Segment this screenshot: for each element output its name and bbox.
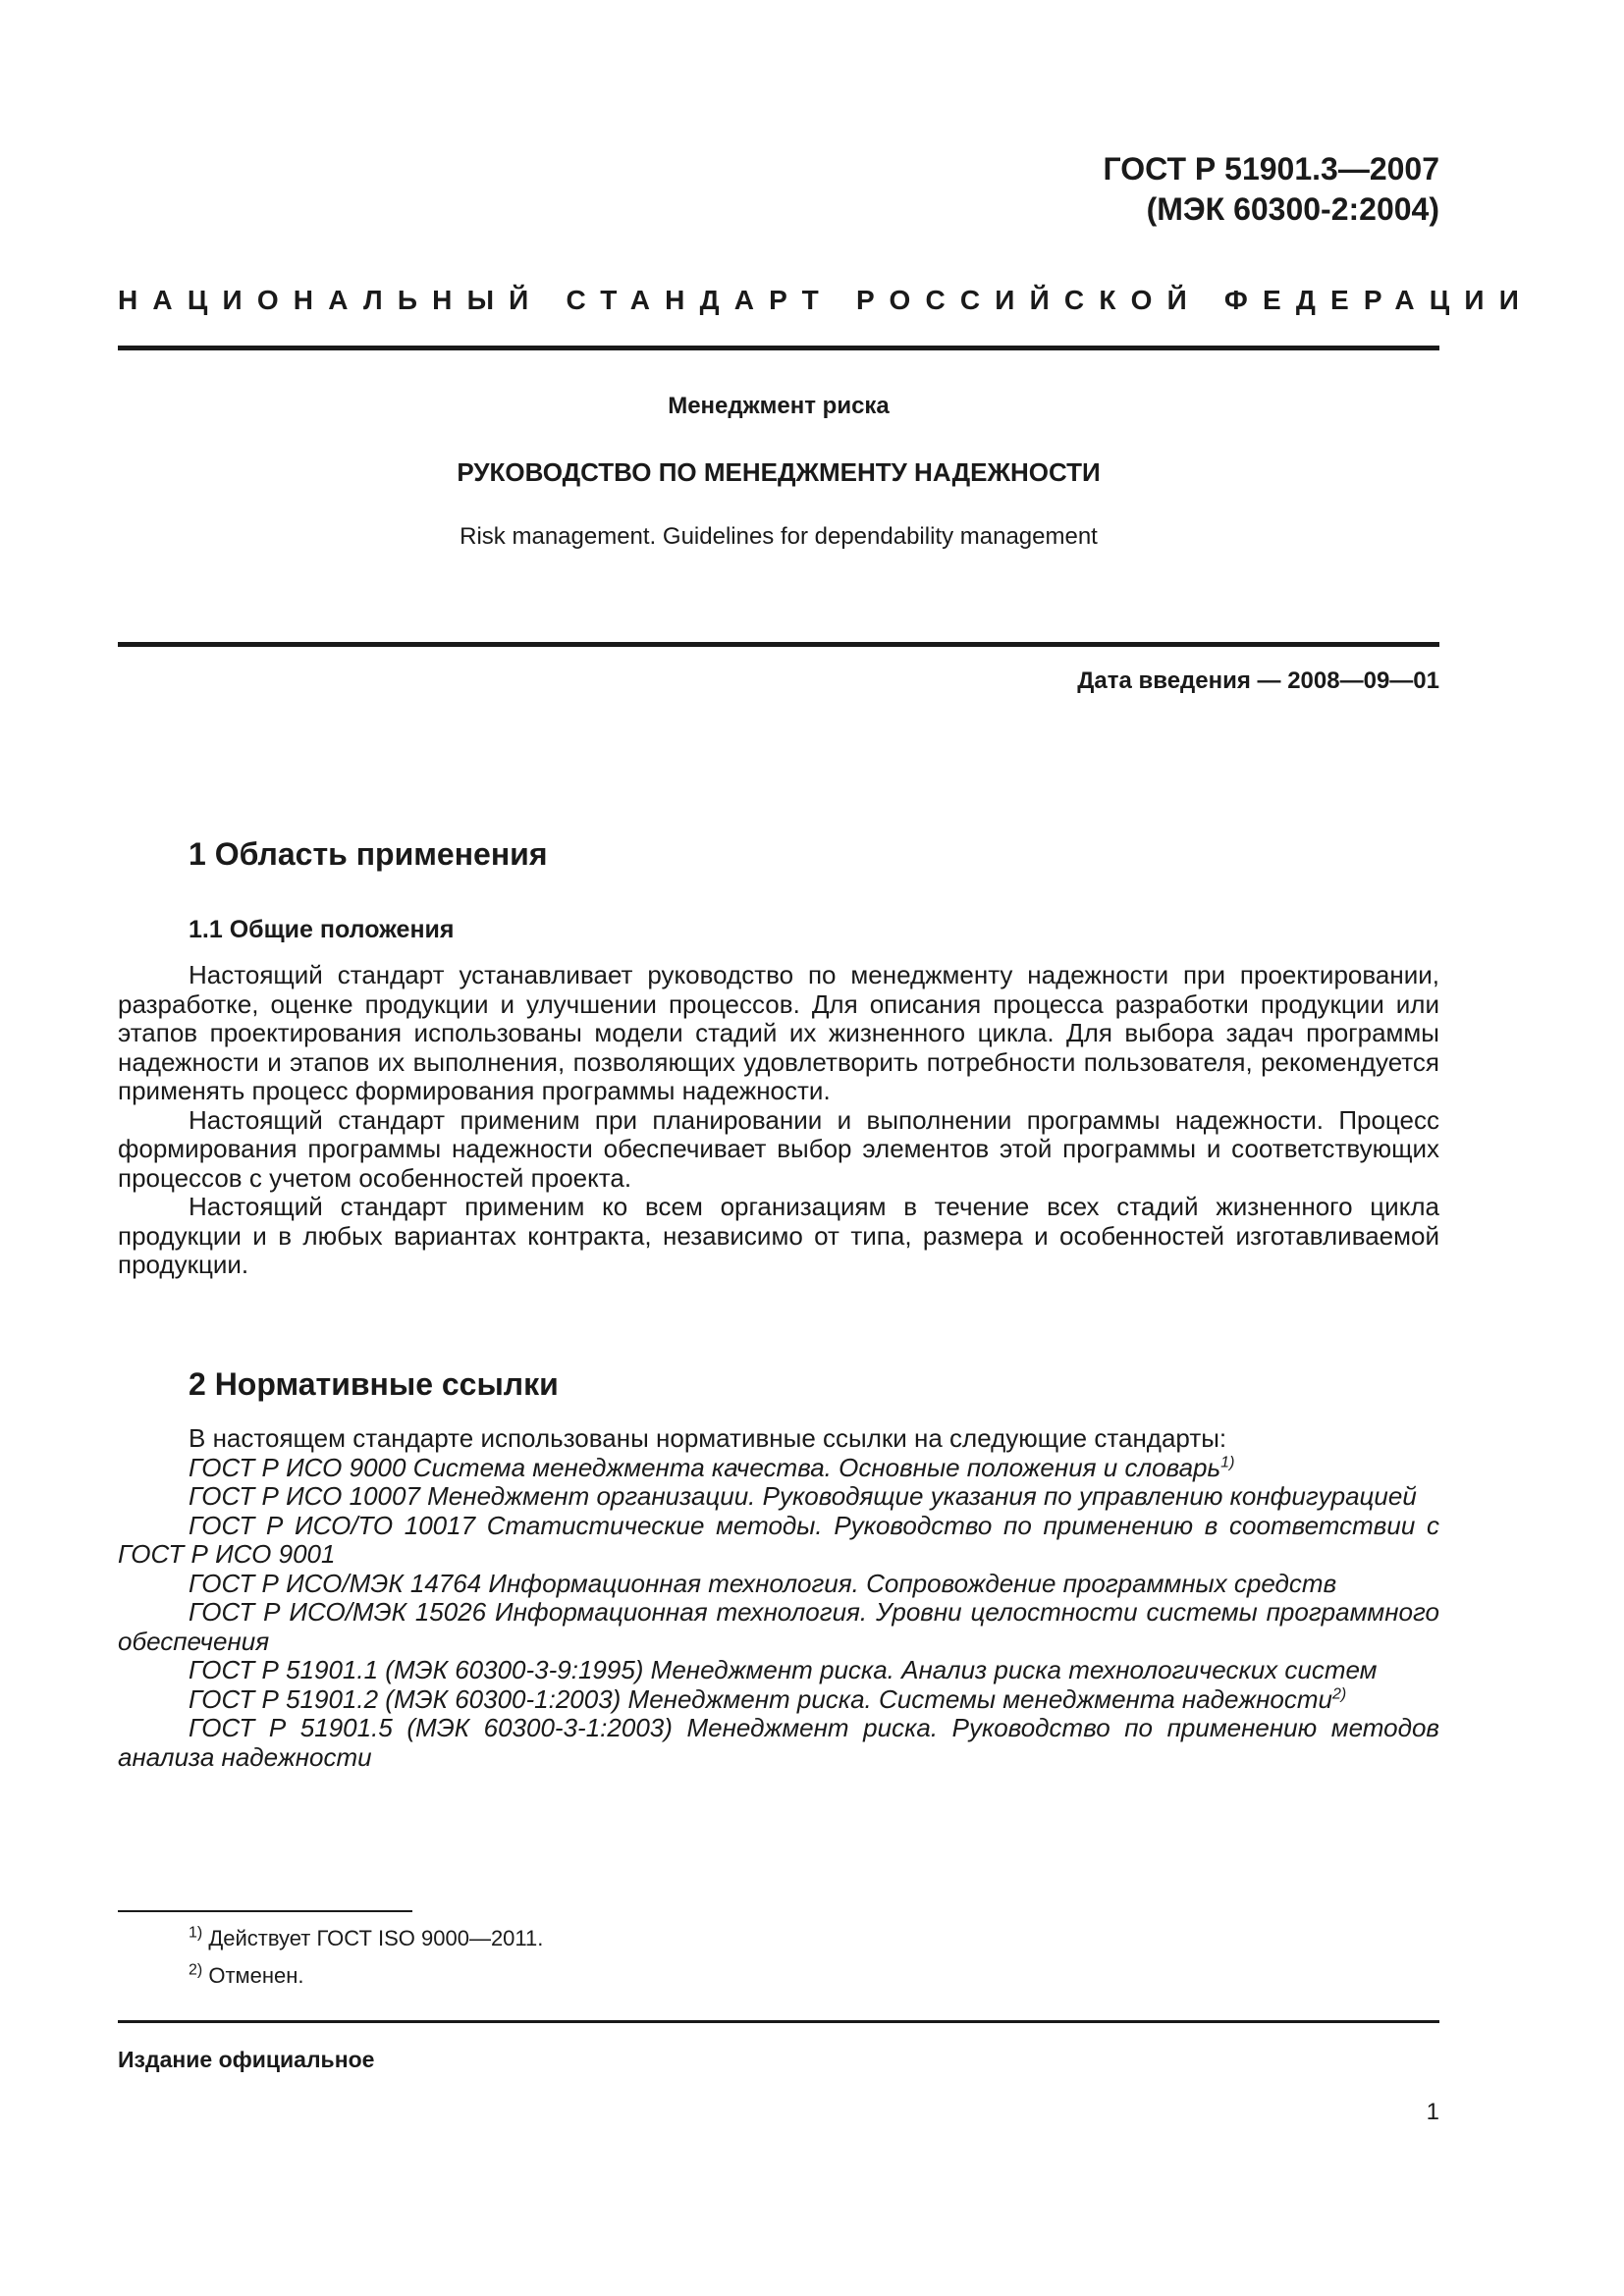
paragraph: Настоящий стандарт применим при планировании и выполнении программы надежности. Процесс формирования программы надежности обеспечивает выбор элементов этой программы и соответствующих процессов с учетом особенностей проекта. xyxy=(118,1104,1439,1193)
normative-references xyxy=(118,1424,1439,1772)
reference-item: ГОСТ Р ИСО/ТО 10017 Статистические методы. Руководство по применению в соответствии с ГОСТ Р ИСО 9001 xyxy=(118,1510,1439,1569)
reference-item: ГОСТ Р 51901.1 (МЭК 60300-3-9:1995) Менеджмент риска. Анализ риска технологических систем xyxy=(189,1655,1378,1684)
footnote: $^{2)}$ Отменен. xyxy=(189,1961,304,1988)
edition-label: Издание официальное xyxy=(118,2047,375,2072)
footnote-mark: 1) xyxy=(1220,1453,1235,1470)
section-1-body xyxy=(118,961,1439,1280)
footnote-rule xyxy=(118,1910,412,1912)
section-1-heading: 1 Область применения xyxy=(189,836,548,872)
references-intro: В настоящем стандарте использованы нормативные ссылки на следующие стандарты: xyxy=(189,1423,1227,1453)
reference-item: ГОСТ Р 51901.5 (МЭК 60300-3-1:2003) Менеджмент риска. Руководство по применению методов анализа надежности xyxy=(118,1713,1439,1772)
reference-item: ГОСТ Р ИСО/МЭК 15026 Информационная технология. Уровни целостности системы программного обеспечения xyxy=(118,1597,1439,1656)
introduction-date: Дата введения — 2008—09—01 xyxy=(1077,667,1439,694)
title-english: Risk management. Guidelines for dependability management xyxy=(460,523,1098,550)
footer-rule xyxy=(118,2020,1439,2023)
page-number: 1 xyxy=(1426,2099,1439,2125)
reference-item: ГОСТ Р ИСО 10007 Менеджмент организации. Руководящие указания по управлению конфигурацией xyxy=(189,1481,1417,1511)
standard-code: ГОСТ Р 51901.3—2007 xyxy=(1103,151,1439,187)
reference-item: ГОСТ Р ИСО 9000 Система менеджмента качества. Основные положения и словарь$^{1)}$ xyxy=(189,1452,1235,1482)
paragraph: Настоящий стандарт применим ко всем организациям в течение всех стадий жизненного цикла продукции и в любых вариантах контракта, независимо от типа, размера и особенностей изготавливаемой продукции. xyxy=(118,1192,1439,1279)
title-main: РУКОВОДСТВО ПО МЕНЕДЖМЕНТУ НАДЕЖНОСТИ xyxy=(457,457,1101,487)
reference-item: ГОСТ Р 51901.2 (МЭК 60300-1:2003) Менеджмент риска. Системы менеджмента надежности$^{2)}$ xyxy=(189,1683,1347,1714)
reference-item: ГОСТ Р ИСО/МЭК 14764 Информационная технология. Сопровождение программных средств xyxy=(189,1568,1337,1598)
title-category: Менеджмент риска xyxy=(668,393,890,419)
paragraph: Настоящий стандарт устанавливает руководство по менеджменту надежности при проектировании, разработке, оценке продукции и улучшении процессов. Для описания процесса разработки продукции или этапов проектирования использованы модели стадий их жизненного цикла. Для выбора задач программы надежности и этапов их выполнения, позволяющих удовлетворить потребности пользователя, рекомендуется применять процесс формирования программы надежности. xyxy=(118,960,1439,1105)
footnote: $^{1)}$ Действует ГОСТ ISO 9000—2011. xyxy=(189,1924,544,1950)
national-standard-banner: НАЦИОНАЛЬНЫЙ СТАНДАРТ РОССИЙСКОЙ ФЕДЕРАЦИИ xyxy=(118,285,1535,315)
header-rule xyxy=(118,346,1439,350)
iec-code: (МЭК 60300-2:2004) xyxy=(1146,191,1439,227)
title-rule xyxy=(118,642,1439,647)
section-2-heading: 2 Нормативные ссылки xyxy=(189,1366,559,1402)
section-1-1-heading: 1.1 Общие положения xyxy=(189,916,455,943)
footnote-mark: 2) xyxy=(1331,1684,1347,1702)
